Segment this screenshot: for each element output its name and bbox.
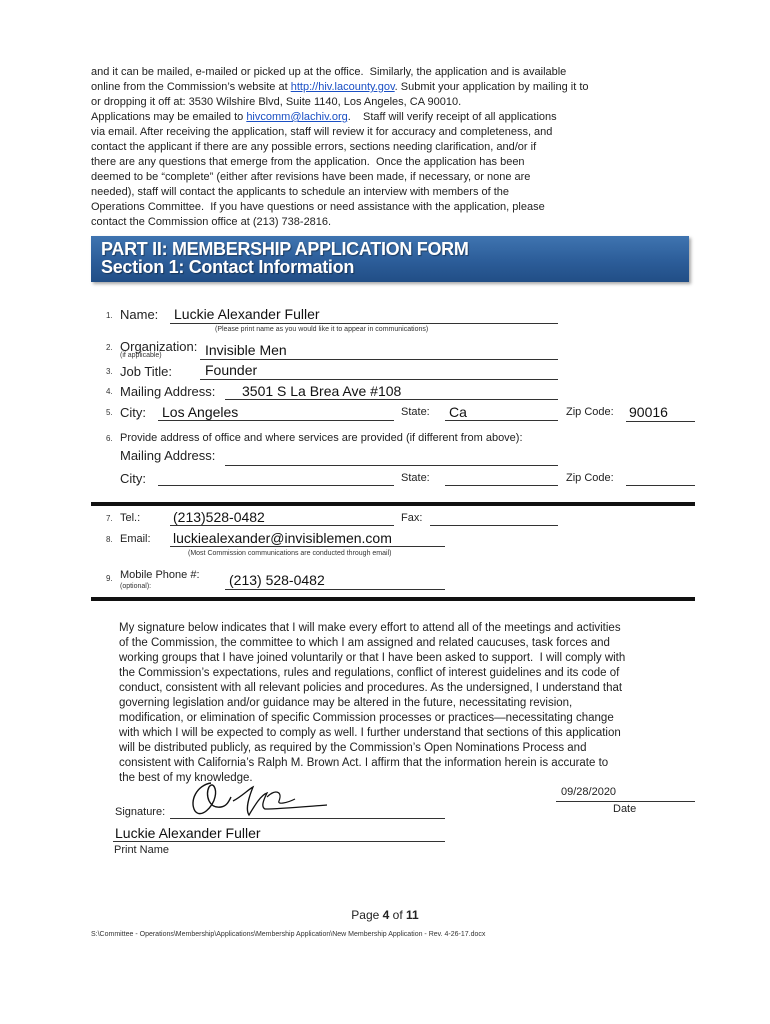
intro-line: . Staff will verify receipt of all applications (347, 111, 557, 123)
name-value[interactable]: Luckie Alexander Fuller (174, 306, 320, 322)
intro-line: contact the applicant if there are any possible errors, sections needing clarification, and/or if (91, 141, 537, 153)
zip-label: Zip Code: (566, 406, 614, 418)
file-path-footer: S:\Committee - Operations\Membership\Applications\Membership Application\New Membership Application - Rev. 4-26-17.docx (91, 931, 486, 938)
intro-line: needed), staff will contact the applicants to schedule an interview with members of the (91, 186, 510, 198)
section-divider (91, 597, 695, 601)
intro-paragraph (91, 65, 691, 230)
agreement-line: the Commission’s expectations, rules and regulations, conflict of interest guidelines and its code of (119, 667, 620, 679)
tel-underline (170, 525, 394, 526)
email-hint: (Most Commission communications are conducted through email) (188, 550, 392, 557)
tel-label: Tel.: (120, 512, 141, 524)
job-title-value[interactable]: Founder (205, 362, 258, 378)
mobile-label: Mobile Phone #: (120, 569, 200, 581)
mobile-hint: (optional): (120, 583, 152, 590)
intro-line: contact the Commission office at (213) 738-2816. (91, 216, 332, 228)
print-name-label: Print Name (114, 844, 170, 856)
agreement-paragraph (119, 621, 679, 786)
state-2-label: State: (401, 472, 430, 484)
website-link[interactable]: http://hiv.lacounty.gov (290, 81, 395, 93)
organization-underline (200, 359, 558, 360)
item-number: 6. (106, 434, 113, 443)
print-name-underline (113, 841, 445, 842)
fax-field[interactable] (430, 525, 558, 526)
city-2-field[interactable] (158, 485, 394, 486)
state-label: State: (401, 406, 430, 418)
email-underline (170, 546, 445, 547)
intro-line: Operations Committee. If you have questions or need assistance with the application, please (91, 201, 545, 213)
intro-line: Applications may be emailed to (91, 111, 247, 123)
agreement-line: will be distributed publicly, as required by the Commission’s Open Nominations Process and (119, 742, 587, 754)
mailing-address-underline (225, 399, 558, 400)
page-of: of (389, 908, 407, 922)
job-title-label: Job Title: (120, 364, 173, 379)
mailing-address-label: Mailing Address: (120, 384, 216, 399)
city-2-label: City: (120, 471, 146, 486)
intro-line: there are any questions that emerge from the application. Once the application has been (91, 156, 525, 168)
item-number: 2. (106, 343, 113, 352)
email-link[interactable]: hivcomm@lachiv.org (246, 111, 348, 123)
mobile-value[interactable]: (213) 528-0482 (229, 572, 325, 588)
intro-line: or dropping it off at: 3530 Wilshire Blvd, Suite 1140, Los Angeles, CA 90010. (91, 96, 462, 108)
city-label: City: (120, 405, 146, 420)
fax-label: Fax: (401, 512, 423, 524)
intro-line: . Submit your application by mailing it to (394, 81, 589, 93)
item-number: 8. (106, 535, 113, 544)
agreement-line: modification, or elimination of specific Commission processes or practices—necessitating change (119, 712, 614, 724)
city-value[interactable]: Los Angeles (162, 404, 239, 420)
date-value[interactable]: 09/28/2020 (561, 786, 617, 798)
zip-2-field[interactable] (626, 485, 695, 486)
job-title-underline (200, 379, 558, 380)
state-2-field[interactable] (445, 485, 558, 486)
state-underline (445, 420, 558, 421)
mailing-address-2-field[interactable] (225, 465, 558, 466)
item-number: 3. (106, 367, 113, 376)
section-divider (91, 502, 695, 506)
zip-2-label: Zip Code: (566, 472, 614, 484)
office-address-question: Provide address of office and where services are provided (if different from above): (120, 432, 523, 444)
intro-line: deemed to be “complete” (either after revisions have been made, if necessary, or none are (91, 171, 531, 183)
tel-value[interactable]: (213)528-0482 (173, 509, 265, 525)
signature-underline (170, 818, 445, 819)
agreement-line: My signature below indicates that I will make every effort to attend all of the meetings and activities (119, 622, 621, 634)
email-label: Email: (120, 533, 151, 545)
organization-label: Organization: (120, 339, 198, 354)
name-underline (170, 323, 558, 324)
intro-line: and it can be mailed, e-mailed or picked up at the office. Similarly, the application and is available (91, 66, 567, 78)
name-hint: (Please print name as you would like it to appear in communications) (215, 326, 429, 333)
state-value[interactable]: Ca (449, 404, 467, 420)
intro-line: via email. After receiving the application, staff will review it for accuracy and completeness, and (91, 126, 553, 138)
mobile-underline (225, 589, 445, 590)
print-name-value[interactable]: Luckie Alexander Fuller (115, 825, 261, 841)
item-number: 5. (106, 408, 113, 417)
item-number: 4. (106, 387, 113, 396)
organization-value[interactable]: Invisible Men (205, 342, 287, 358)
item-number: 9. (106, 574, 113, 583)
mailing-address-2-label: Mailing Address: (120, 448, 216, 463)
banner-title: PART II: MEMBERSHIP APPLICATION FORM (101, 239, 469, 259)
agreement-line: the best of my knowledge. (119, 772, 253, 784)
zip-value[interactable]: 90016 (629, 404, 668, 420)
page-current: 4 (382, 908, 390, 922)
handwritten-signature[interactable] (183, 775, 333, 823)
agreement-line: of the Commission, the committee to which I am assigned and related caucuses, task forces and (119, 637, 610, 649)
item-number: 7. (106, 514, 113, 523)
page-total: 11 (406, 908, 419, 922)
agreement-line: consistent with California’s Ralph M. Brown Act. I affirm that the information herein is accurate to (119, 757, 609, 769)
agreement-line: with which I will be expected to comply as well. I further understand that sections of this application (119, 727, 621, 739)
date-underline (556, 801, 695, 802)
page-prefix: Page (351, 908, 383, 922)
item-number: 1. (106, 311, 113, 320)
organization-hint: (if applicable) (120, 352, 162, 359)
date-label: Date (613, 803, 637, 815)
mailing-address-value[interactable]: 3501 S La Brea Ave #108 (242, 383, 402, 399)
email-value[interactable]: luckiealexander@invisiblemen.com (173, 530, 392, 546)
agreement-line: conduct, consistent with all relevant policies and procedures. As the undersigned, I understand that (119, 682, 623, 694)
agreement-line: governing legislation and/or guidance may be altered in the future, necessitating revision, (119, 697, 573, 709)
name-label: Name: (120, 307, 159, 322)
page-number (0, 908, 770, 922)
banner-subtitle: Section 1: Contact Information (101, 257, 355, 277)
intro-line: online from the Commission’s website at (91, 81, 291, 93)
section-banner (91, 236, 689, 282)
signature-label: Signature: (115, 806, 166, 818)
zip-underline (626, 421, 695, 422)
agreement-line: working groups that I have joined voluntarily or that I have been asked to support. I will comply with (119, 652, 626, 664)
city-underline (158, 420, 394, 421)
